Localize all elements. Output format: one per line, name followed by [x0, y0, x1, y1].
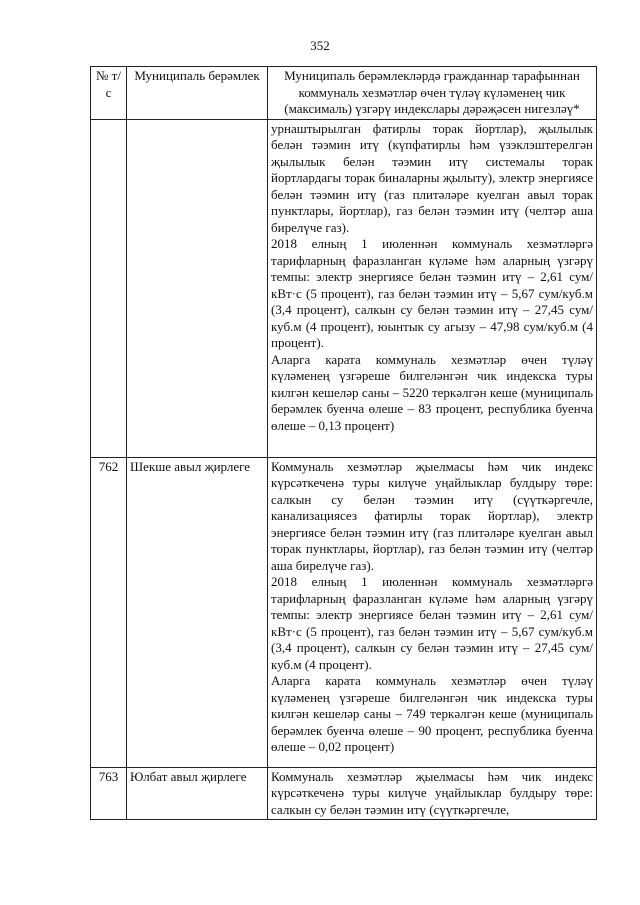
row-number: 763	[91, 767, 127, 820]
page-number: 352	[310, 38, 330, 53]
description-paragraph: 2018 елның 1 июленнән коммуналь хезмәтләргә тарифларның фаразланган күләме һәм аларның үзгәрү темпы: электр энергиясе белән тәэмин итү – 2,61 сум/кВт·с (5 процент), газ белән тәэмин итү – 5,67 сум/куб.м (3,4 процент), салкын су белән тәэмин итү – 27,45 сум/куб.м (4 процент).	[271, 574, 593, 672]
description-paragraph: Аларга карата коммуналь хезмәтләр өчен түләү күләменең үзгәреше билгеләнгән чик индекска туры килгән кешеләр саны – 5220 теркәлгән кеше (муниципаль берәмлек буенча өлеше – 83 процент, республика буенча өлеше – 0,13 процент)	[271, 351, 593, 433]
row-number: 762	[91, 457, 127, 767]
table-row	[91, 119, 597, 457]
row-municipality: Юлбат авыл җирлеге	[127, 767, 268, 820]
row-municipality: Шекше авыл җирлеге	[127, 457, 268, 767]
row-description	[268, 119, 597, 457]
table-header-row	[91, 67, 597, 120]
row-municipality	[127, 119, 268, 457]
description-paragraph: 2018 елның 1 июленнән коммуналь хезмәтләргә тарифларның фаразланган күләме һәм аларның үзгәрү темпы: электр энергиясе белән тәэмин итү – 2,61 сум/кВт·с (5 процент), газ белән тәэмин итү – 5,67 сум/куб.м (3,4 процент), салкын су белән тәэмин итү – 27,45 сум/куб.м (4 процент), юынтык су агызу – 47,98 сум/куб.м (4 процент).	[271, 236, 593, 350]
row-number	[91, 119, 127, 457]
description-paragraph: урнаштырылган фатирлы торак йортлар), җылылык белән тәэмин итү (күпфатирлы һәм үзэклэштерелгән җылылык белән тәэмин итү системалы торак йортлардагы торак биналарны җылыту), электр энергиясе белән тәэмин итү (газ плитәләре куелган авыл торак пунктлары, йортлар), газ белән тәэмин итү (челтәр аша бирелүче газ).	[271, 120, 593, 235]
table-row	[91, 767, 597, 820]
row-description	[268, 767, 597, 820]
municipal-index-table	[90, 66, 597, 820]
header-index-justification: Муниципаль берәмлекләрдә гражданнар тарафыннан коммуналь хезмәтләр өчен түләү күләменең чик (максималь) үзгәрү индекслары дәрәҗәсен нигезләү*	[268, 67, 597, 120]
table-row	[91, 457, 597, 767]
header-municipality: Муниципаль берәмлек	[127, 67, 268, 120]
description-paragraph: Коммуналь хезмәтләр җыелмасы һәм чик индекс күрсәткеченә туры килүче уңайлыклар булдыру төре: салкын су белән тәэмин итү (сүүткәргечле, канализациясез фатирлы торак йортлар), электр энергиясе белән тәэмин итү (газ плитәләре куелган авыл торак пунктлары, йортлар), газ белән тәэмин итү (челтәр аша бирелүче газ).	[271, 458, 593, 573]
header-number: № т/с	[91, 67, 127, 120]
description-paragraph: Коммуналь хезмәтләр җыелмасы һәм чик индекс күрсәткеченә туры килүче уңайлыклар булдыру төре: салкын су белән тәэмин итү (сүүткәргечле,	[271, 768, 593, 817]
description-paragraph: Аларга карата коммуналь хезмәтләр өчен түләү күләменең үзгәреше билгеләнгән чик индекска туры килгән кешеләр саны – 749 теркәлгән кеше (муниципаль берәмлек буенча өлеше – 90 процент, республика буенча өлеше – 0,02 процент)	[271, 673, 593, 754]
row-description	[268, 457, 597, 767]
